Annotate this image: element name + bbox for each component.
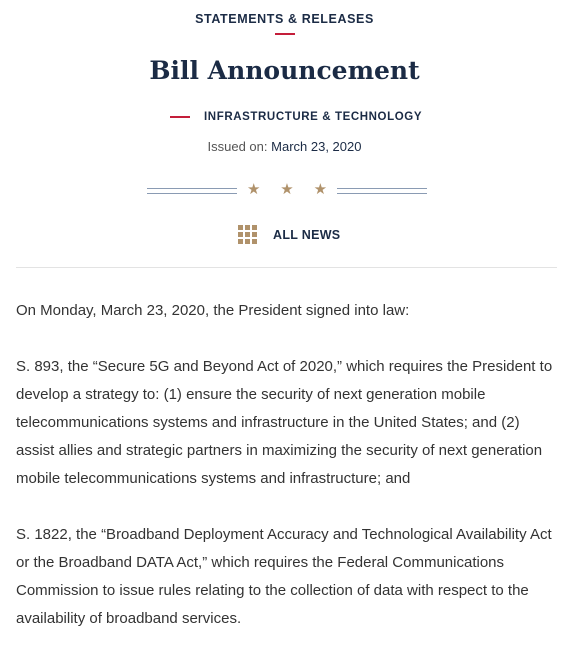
all-news-label: ALL NEWS <box>273 227 341 242</box>
issued-label: Issued on: <box>207 139 268 154</box>
issued-date: March 23, 2020 <box>271 139 362 154</box>
star-divider <box>147 180 427 200</box>
divider-line-right <box>337 188 427 194</box>
page-title: Bill Announcement <box>149 56 420 85</box>
article-body <box>16 297 561 661</box>
category-label[interactable]: INFRASTRUCTURE & TECHNOLOGY <box>204 111 423 123</box>
category-row <box>170 111 422 123</box>
grid-icon <box>238 225 257 244</box>
bill-paragraph-s893: S. 893, the “Secure 5G and Beyond Act of 2020,” which requires the President to develop a strategy to: (1) ensure the security of next generation mobile telecommunications systems and infrastructure in the United States; and (2) assist allies and strategic partners in maximizing the security of next generation mobile telecommunications systems and infrastructure; and <box>16 358 553 487</box>
issued-date-row <box>0 139 569 154</box>
header-divider <box>16 267 557 268</box>
divider-line-left <box>147 188 237 194</box>
intro-paragraph: On Monday, March 23, 2020, the President signed into law: <box>16 302 410 319</box>
star-icon: ★ <box>313 181 328 198</box>
star-icon: ★ <box>280 181 294 198</box>
stars-group <box>237 180 337 200</box>
category-accent-bar <box>170 116 190 118</box>
bill-paragraph-s1822: S. 1822, the “Broadband Deployment Accuracy and Technological Availability Act or the Broadband DATA Act,” which requires the Federal Communications Commission to issue rules relating to the collection of data with respect to the availability of broadband services. <box>16 526 552 627</box>
all-news-link[interactable] <box>238 225 340 244</box>
kicker-accent-bar <box>275 33 295 35</box>
star-icon: ★ <box>246 181 261 198</box>
section-kicker[interactable]: STATEMENTS & RELEASES <box>195 12 374 26</box>
